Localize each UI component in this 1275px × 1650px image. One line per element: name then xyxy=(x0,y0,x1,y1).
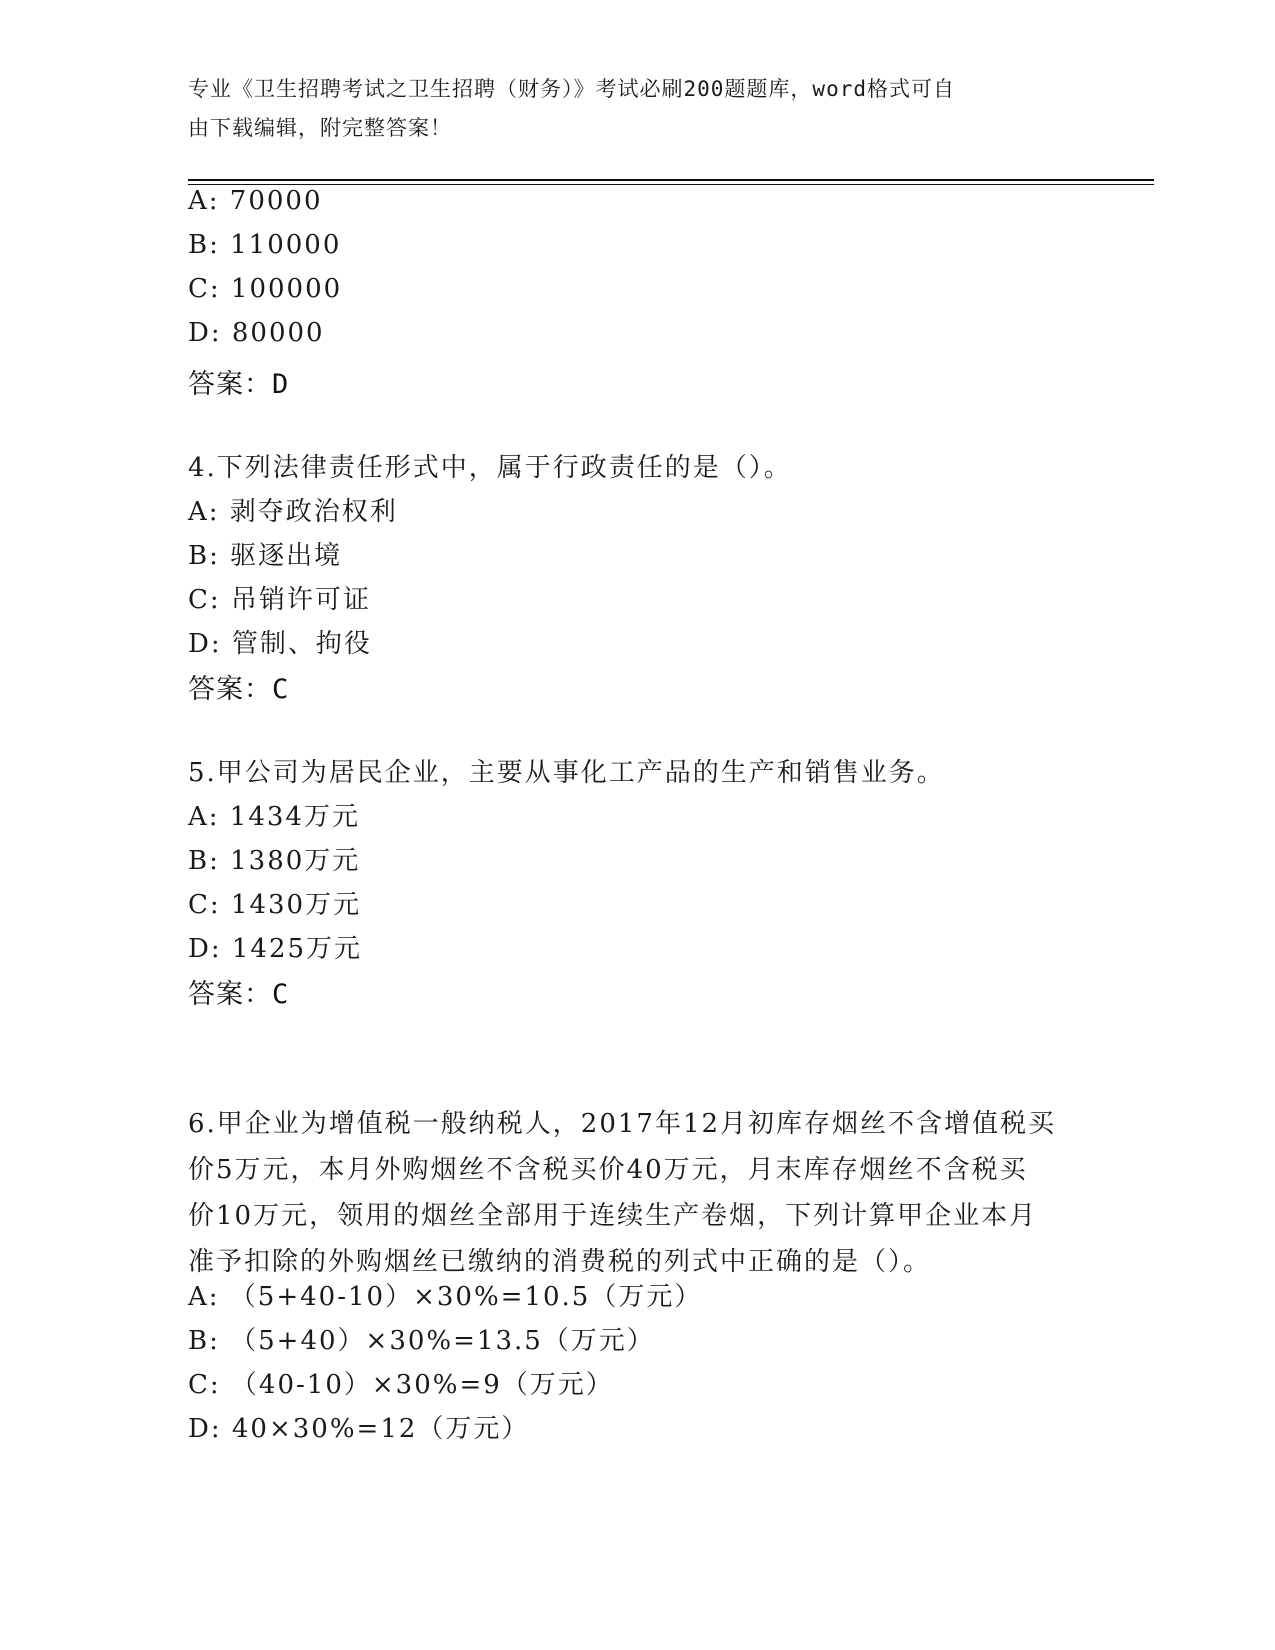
q5-option-d: D: 1425万元 xyxy=(188,934,363,964)
q6-stem-line-2: 价5万元，本月外购烟丝不含税买价40万元，月末库存烟丝不含税买 xyxy=(188,1155,1028,1185)
header-line-2: 由下载编辑，附完整答案！ xyxy=(188,116,452,140)
q6-stem xyxy=(188,1101,1088,1285)
q5-stem: 5.甲公司为居民企业，主要从事化工产品的生产和销售业务。 xyxy=(188,758,945,788)
q6-stem-line-1: 6.甲企业为增值税一般纳税人，2017年12月初库存烟丝不含增值税买 xyxy=(188,1109,1057,1139)
q6-option-b: B: （5+40）×30%=13.5（万元） xyxy=(188,1326,655,1356)
q4-option-a: A: 剥夺政治权利 xyxy=(188,497,398,527)
q4-option-c: C: 吊销许可证 xyxy=(188,585,371,615)
q4-stem: 4.下列法律责任形式中，属于行政责任的是（）。 xyxy=(188,453,792,483)
q5-option-c: C: 1430万元 xyxy=(188,890,362,920)
q6-stem-line-4: 准予扣除的外购烟丝已缴纳的消费税的列式中正确的是（）。 xyxy=(188,1247,932,1277)
q6-option-d: D: 40×30%=12（万元） xyxy=(188,1414,530,1444)
q5-option-a: A: 1434万元 xyxy=(188,802,360,832)
q3-option-a: A: 70000 xyxy=(188,186,323,216)
q5-option-b: B: 1380万元 xyxy=(188,846,361,876)
header-divider-thin xyxy=(188,184,1154,185)
header-line-1: 专业《卫生招聘考试之卫生招聘（财务）》考试必刷200题题库，word格式可自 xyxy=(188,77,955,101)
q4-option-b: B: 驱逐出境 xyxy=(188,541,343,571)
q3-option-b: B: 110000 xyxy=(188,230,342,260)
document-header xyxy=(188,70,1088,148)
q5-answer: 答案：C xyxy=(188,979,290,1010)
header-divider-thick xyxy=(188,179,1154,181)
q6-stem-line-3: 价10万元，领用的烟丝全部用于连续生产卷烟，下列计算甲企业本月 xyxy=(188,1201,1038,1231)
q3-option-c: C: 100000 xyxy=(188,274,343,304)
q4-answer: 答案：C xyxy=(188,674,290,705)
q4-option-d: D: 管制、拘役 xyxy=(188,629,372,659)
q3-answer: 答案：D xyxy=(188,369,290,400)
q3-option-d: D: 80000 xyxy=(188,318,325,348)
q6-option-a: A: （5+40-10）×30%=10.5（万元） xyxy=(188,1282,703,1312)
q6-option-c: C: （40-10）×30%=9（万元） xyxy=(188,1370,614,1400)
